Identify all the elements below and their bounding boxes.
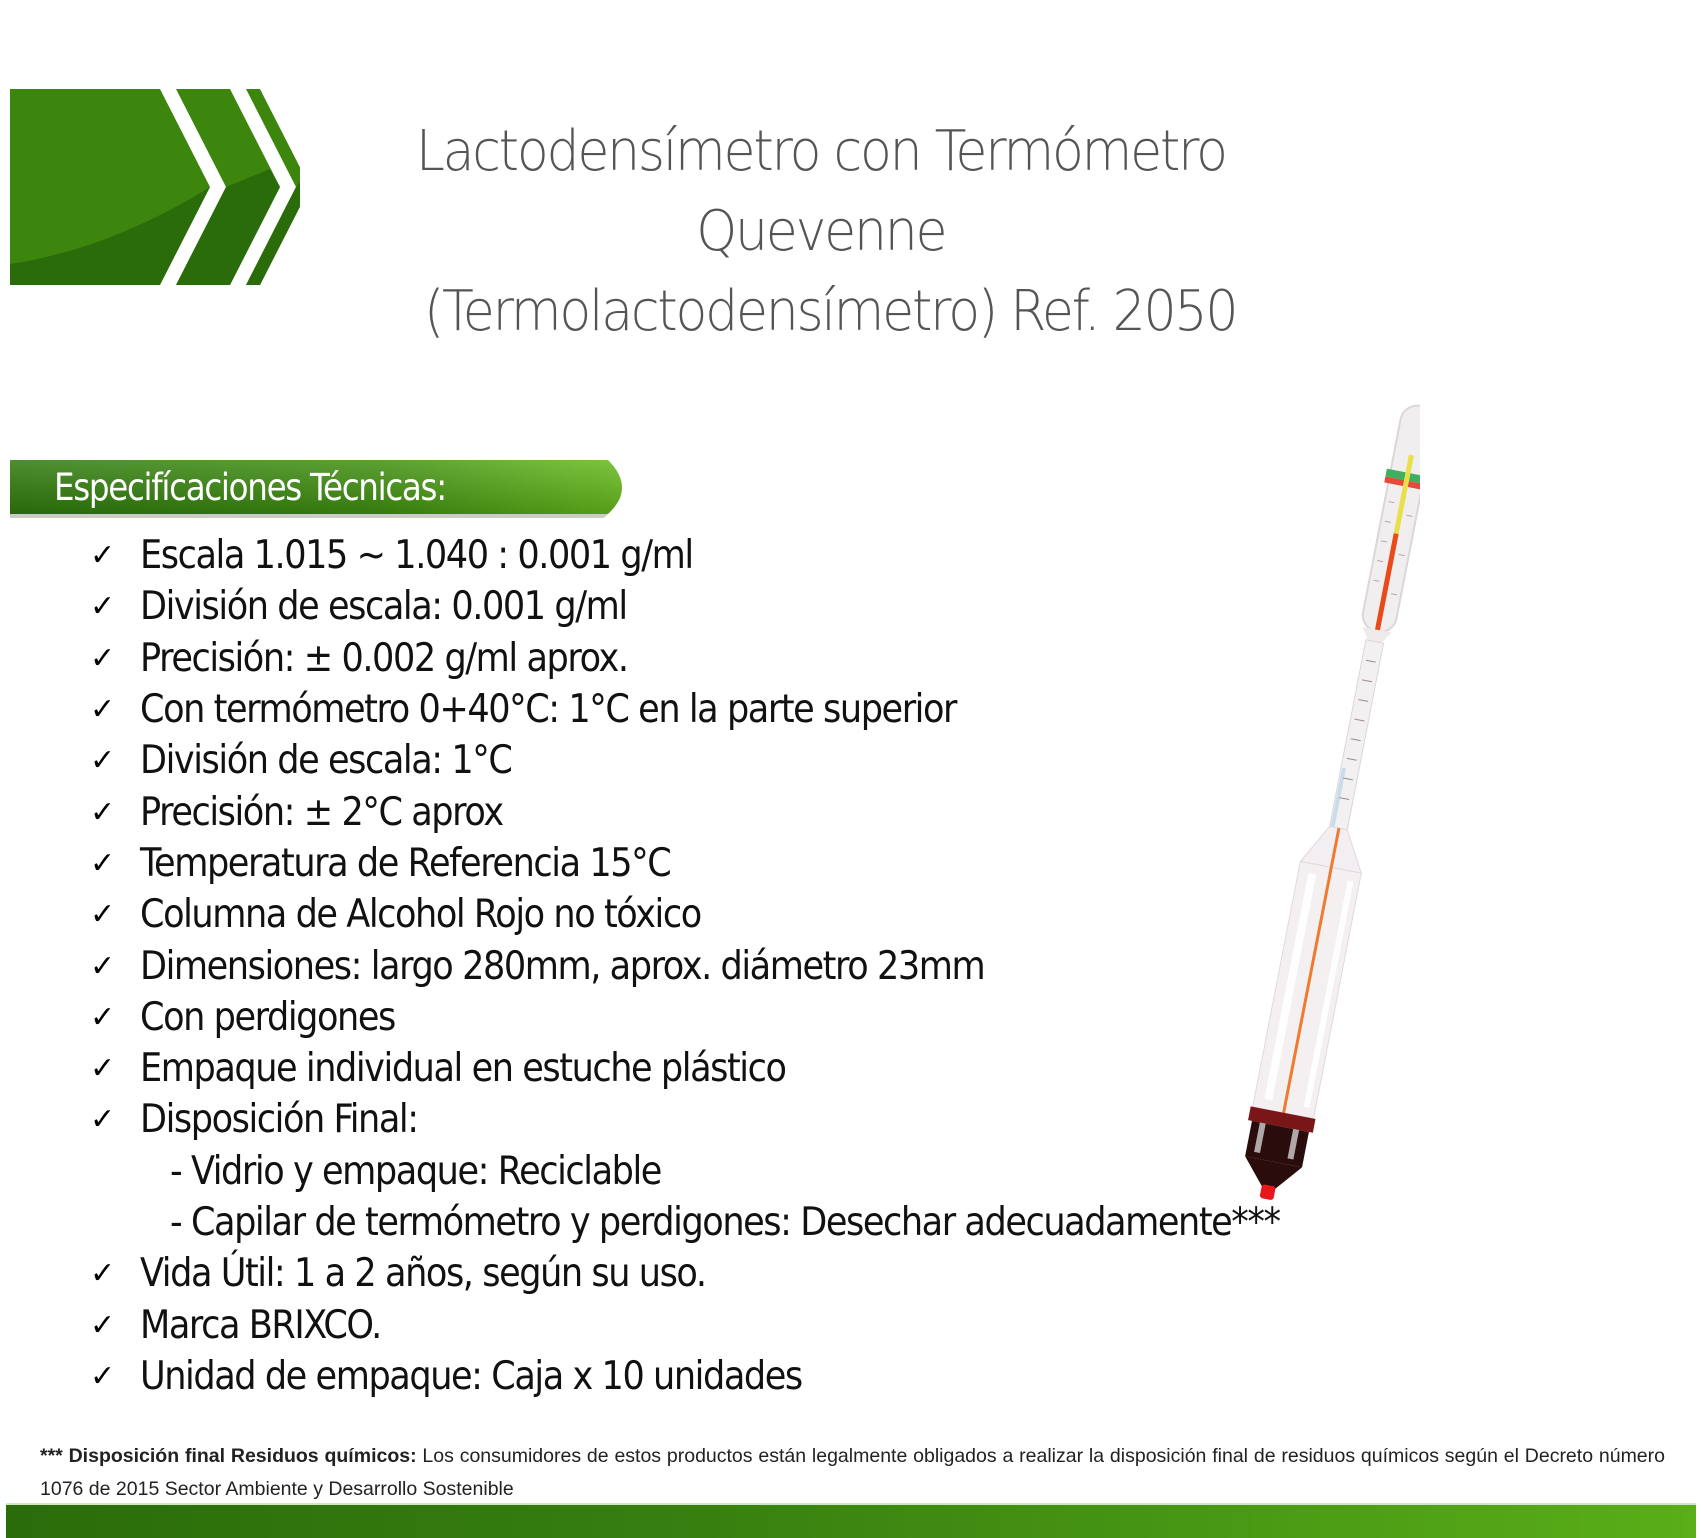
checkmark-icon: ✓ xyxy=(90,589,114,625)
footnote-bold-prefix: *** Disposición final Residuos químicos: xyxy=(40,1445,417,1467)
title-line-2: (Termolactodensímetro) Ref. 2050 xyxy=(423,279,1237,344)
spec-item: ✓ Marca BRIXCO. xyxy=(90,1302,381,1348)
spec-item: ✓ División de escala: 0.001 g/ml xyxy=(90,584,627,630)
checkmark-icon: ✓ xyxy=(90,692,114,728)
spec-item: ✓ Columna de Alcohol Rojo no tóxico xyxy=(90,892,701,938)
specs-section-banner xyxy=(10,458,632,518)
title-line-1: Lactodensímetro con Termómetro Quevenne xyxy=(415,119,1226,264)
checkmark-icon: ✓ xyxy=(90,845,114,881)
checkmark-icon: ✓ xyxy=(90,1051,114,1087)
checkmark-icon: ✓ xyxy=(90,1256,114,1292)
spec-item: ✓ Dimensiones: largo 280mm, aprox. diámetro 23mm xyxy=(90,943,985,989)
checkmark-icon: ✓ xyxy=(90,538,114,574)
hydrometer-icon xyxy=(1180,380,1420,1200)
spec-item: ✓ División de escala: 1°C xyxy=(90,738,512,784)
brand-logo xyxy=(10,89,300,285)
spec-item: ✓ Empaque individual en estuche plástico xyxy=(90,1046,786,1092)
checkmark-icon: ✓ xyxy=(90,1307,114,1343)
checkmark-icon: ✓ xyxy=(90,640,114,676)
disposal-footnote xyxy=(40,1440,1665,1506)
spec-item: ✓ Escala 1.015 ~ 1.040 : 0.001 g/ml xyxy=(90,533,693,579)
spec-item: ✓ Precisión: ± 0.002 g/ml aprox. xyxy=(90,635,628,681)
spec-item: ✓ Temperatura de Referencia 15°C xyxy=(90,840,671,886)
footnote-body: Los consumidores de estos productos están legalmente obligados a realizar la disposición final de residuos químicos según el Decreto número 1076 de 2015 Sector Ambiente y Desarrollo Sostenible xyxy=(40,1445,1665,1500)
product-image-hydrometer xyxy=(1180,380,1420,1200)
checkmark-icon: ✓ xyxy=(90,999,114,1035)
spec-item: ✓ Unidad de empaque: Caja x 10 unidades xyxy=(90,1353,802,1399)
chevron-arrow-logo-icon xyxy=(10,89,300,285)
bottom-green-bar xyxy=(6,1503,1696,1538)
spec-item: ✓ Precisión: ± 2°C aprox xyxy=(90,789,503,835)
spec-sub-item: - Capilar de termómetro y perdigones: Desechar adecuadamente*** xyxy=(170,1200,1280,1245)
spec-sub-item: - Vidrio y empaque: Reciclable xyxy=(170,1148,661,1194)
checkmark-icon: ✓ xyxy=(90,1358,114,1394)
spec-item: ✓ Disposición Final: xyxy=(90,1097,418,1143)
checkmark-icon: ✓ xyxy=(90,1102,114,1138)
spec-item: ✓ Con termómetro 0+40°C: 1°C en la parte superior xyxy=(90,687,957,733)
spec-item: ✓ Vida Útil: 1 a 2 años, según su uso. xyxy=(90,1251,706,1297)
spec-item: ✓ Con perdigones xyxy=(90,994,395,1040)
page-title xyxy=(300,112,1342,352)
specs-heading: Especifícaciones Técnicas: xyxy=(54,466,446,509)
checkmark-icon: ✓ xyxy=(90,743,114,779)
checkmark-icon: ✓ xyxy=(90,897,114,933)
checkmark-icon: ✓ xyxy=(90,794,114,830)
checkmark-icon: ✓ xyxy=(90,948,114,984)
